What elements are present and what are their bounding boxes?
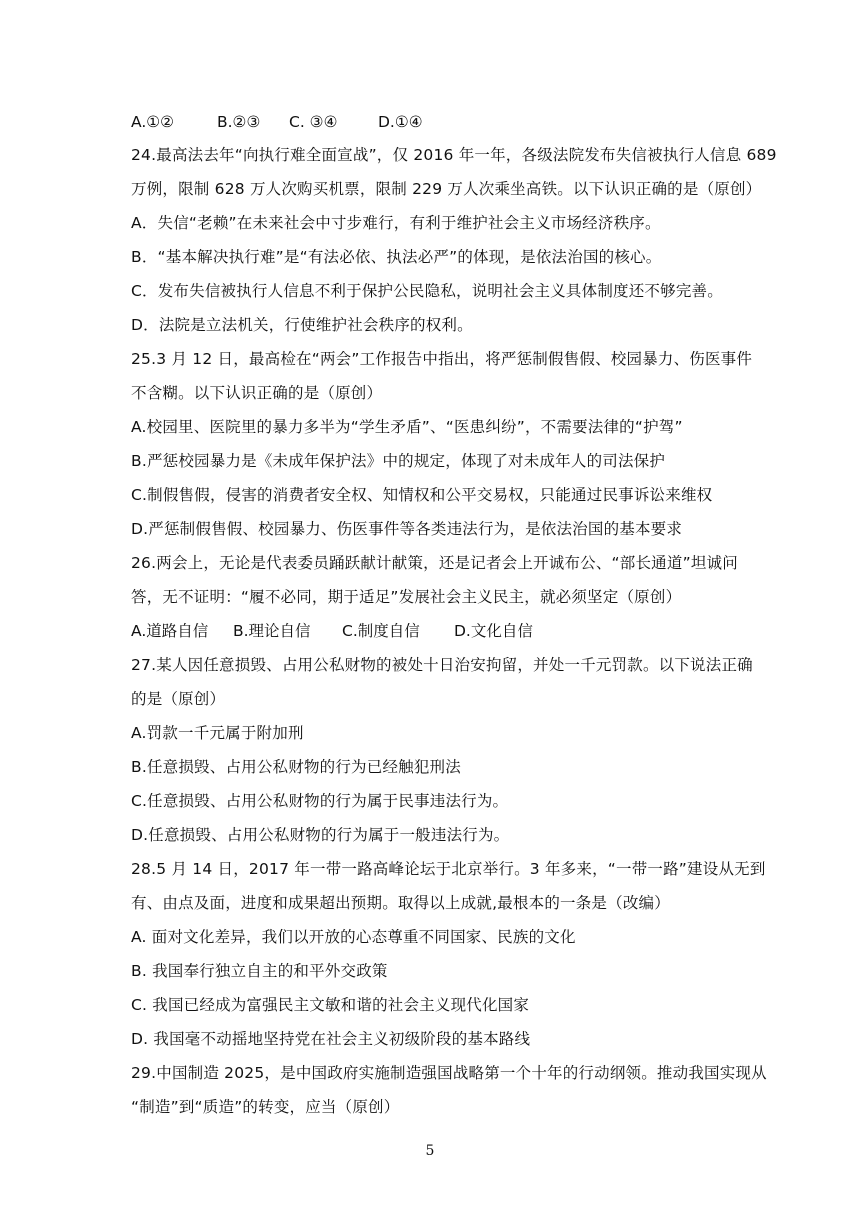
q24-stem-line-2: 万例，限制 628 万人次购买机票，限制 229 万人次乘坐高铁。以下认识正确的是（原创）	[131, 180, 762, 198]
q23-option-d: D.①④	[378, 113, 423, 131]
q27-stem-line-2: 的是（原创）	[131, 690, 226, 708]
q28-option-b: B. 我国奉行独立自主的和平外交政策	[131, 962, 388, 980]
q27-option-b: B.任意损毁、占用公私财物的行为已经触犯刑法	[131, 758, 461, 776]
q25-option-d: D.严惩制假售假、校园暴力、伤医事件等各类违法行为，是依法治国的基本要求	[131, 520, 683, 538]
q28-option-a: A. 面对文化差异，我们以开放的心态尊重不同国家、民族的文化	[131, 928, 576, 946]
q27-option-c: C.任意损毁、占用公私财物的行为属于民事违法行为。	[131, 792, 509, 810]
q26-option-d: D.文化自信	[454, 622, 533, 640]
q23-option-a: A.①②	[131, 113, 175, 131]
q23-option-c: C. ③④	[289, 113, 338, 131]
q25-option-c: C.制假售假，侵害的消费者安全权、知情权和公平交易权，只能通过民事诉讼来维权	[131, 486, 713, 504]
q27-option-a: A.罚款一千元属于附加刑	[131, 724, 304, 742]
q28-stem-line-2: 有、由点及面，进度和成果超出预期。取得以上成就,最根本的一条是（改编）	[131, 894, 670, 912]
q26-option-c: C.制度自信	[342, 622, 420, 640]
q24-option-a: A．失信“老赖”在未来社会中寸步难行，有利于维护社会主义市场经济秩序。	[131, 214, 661, 232]
q26-stem-line-1: 26.两会上，无论是代表委员踊跃献计献策，还是记者会上开诚布公、“部长通道”坦诚问	[131, 554, 738, 572]
q26-option-b: B.理论自信	[233, 622, 311, 640]
q26-stem-line-2: 答，无不证明：“履不必同，期于适足”发展社会主义民主，就必须坚定（原创）	[131, 588, 682, 606]
q27-stem-line-1: 27.某人因任意损毁、占用公私财物的被处十日治安拘留，并处一千元罚款。以下说法正确	[131, 656, 753, 674]
q28-stem-line-1: 28.5 月 14 日，2017 年一带一路高峰论坛于北京举行。3 年多来，“一带一路”建设从无到	[131, 860, 766, 878]
q28-option-c: C. 我国已经成为富强民主文敏和谐的社会主义现代化国家	[131, 996, 530, 1014]
page-number: 5	[425, 1143, 435, 1159]
q26-option-a: A.道路自信	[131, 622, 209, 640]
q29-stem-line-2: “制造”到“质造”的转变，应当（原创）	[131, 1098, 400, 1116]
q25-stem-line-2: 不含糊。以下认识正确的是（原创）	[131, 384, 383, 402]
q24-option-b: B．“基本解决执行难”是“有法必依、执法必严”的体现，是依法治国的核心。	[131, 248, 662, 266]
q24-option-c: C．发布失信被执行人信息不利于保护公民隐私，说明社会主义具体制度还不够完善。	[131, 282, 723, 300]
q25-option-b: B.严惩校园暴力是《未成年保护法》中的规定，体现了对未成年人的司法保护	[131, 452, 666, 470]
q25-option-a: A.校园里、医院里的暴力多半为“学生矛盾”、“医患纠纷”，不需要法律的“护驾”	[131, 418, 683, 436]
q24-stem-line-1: 24.最高法去年“向执行难全面宣战”，仅 2016 年一年，各级法院发布失信被执行人信息 689	[131, 146, 777, 164]
q24-option-d: D．法院是立法机关，行使维护社会秩序的权利。	[131, 316, 473, 334]
q27-option-d: D.任意损毁、占用公私财物的行为属于一般违法行为。	[131, 826, 510, 844]
q28-option-d: D. 我国毫不动摇地坚持党在社会主义初级阶段的基本路线	[131, 1030, 531, 1048]
q23-option-b: B.②③	[217, 113, 261, 131]
q29-stem-line-1: 29.中国制造 2025，是中国政府实施制造强国战略第一个十年的行动纲领。推动我国实现从	[131, 1064, 767, 1082]
q25-stem-line-1: 25.3 月 12 日，最高检在“两会”工作报告中指出，将严惩制假售假、校园暴力、伤医事件	[131, 350, 753, 368]
